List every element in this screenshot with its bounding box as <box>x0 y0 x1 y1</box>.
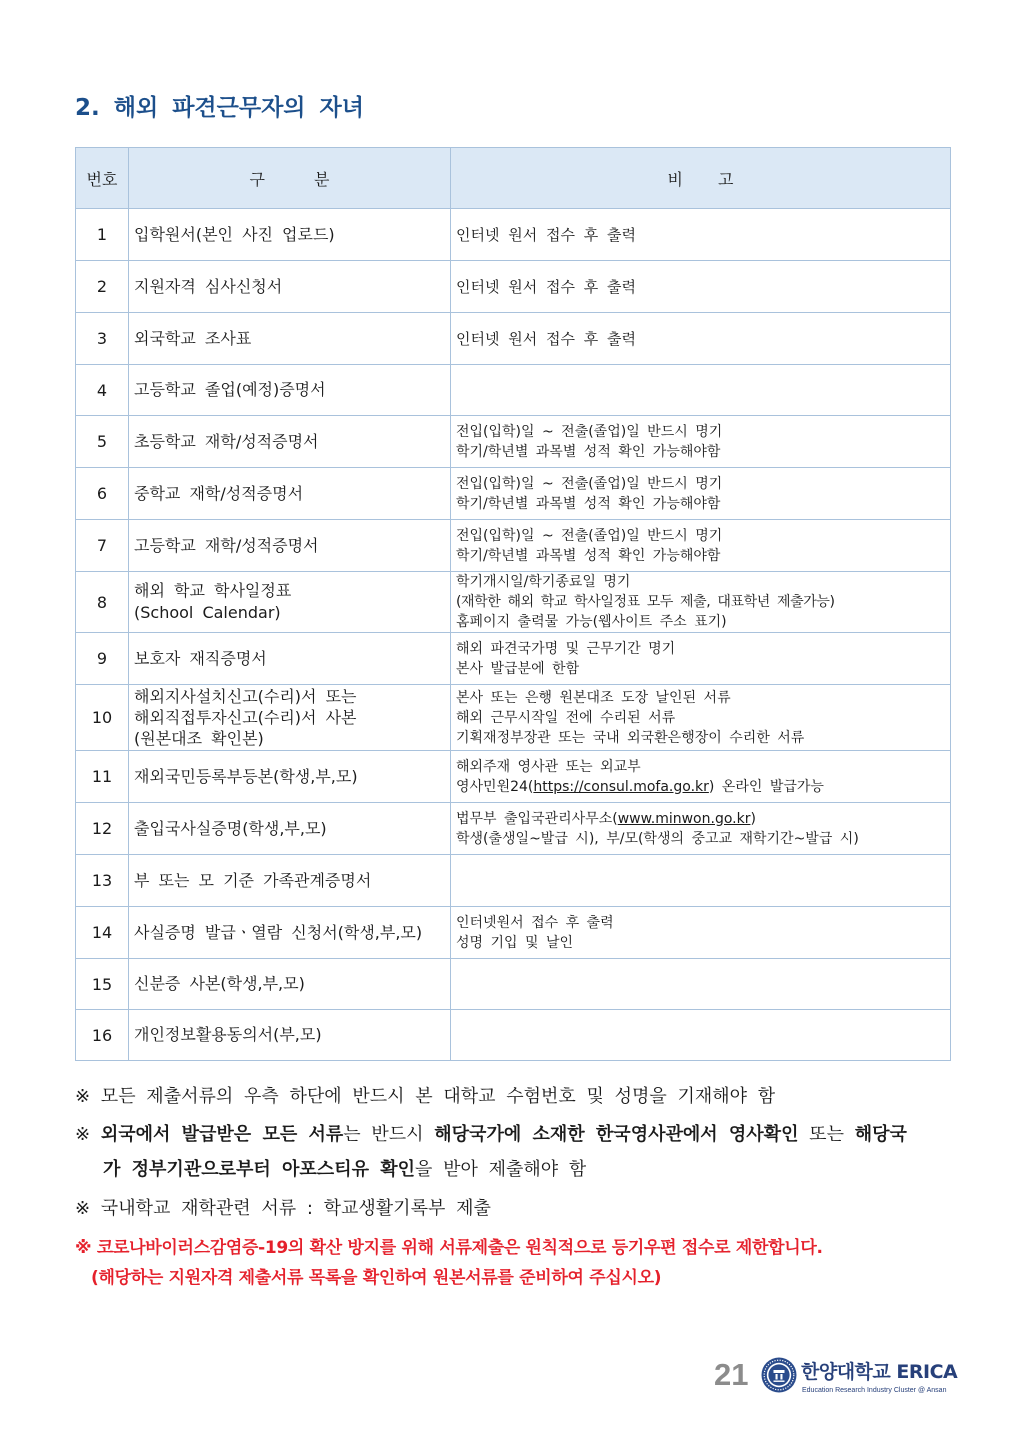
remarks-cell <box>451 468 951 520</box>
remarks-cell <box>451 803 951 855</box>
remark-line: (재학한 해외 학교 학사일정표 모두 제출, 대표학년 제출가능) <box>456 594 835 610</box>
table-row <box>76 365 951 416</box>
table-row <box>76 855 951 907</box>
document-name-cell <box>129 520 451 572</box>
remark-line: 본사 또는 은행 원본대조 도장 날인된 서류 <box>456 689 731 706</box>
table-row <box>76 520 951 572</box>
document-name-line: 지원자격 심사신청서 <box>134 276 283 296</box>
table-row <box>76 572 951 633</box>
row-number: 12 <box>76 803 129 855</box>
table-row <box>76 261 951 313</box>
table-row <box>76 907 951 959</box>
document-name-cell <box>129 907 451 959</box>
covid-warning-line-2: (해당하는 지원자격 제출서류 목록을 확인하여 원본서류를 준비하여 주십시오) <box>91 1268 662 1288</box>
row-number: 15 <box>76 959 129 1010</box>
document-name-line: 고등학교 졸업(예정)증명서 <box>134 380 326 399</box>
document-name-line: (원본대조 확인본) <box>134 729 264 748</box>
document-name-cell <box>129 803 451 855</box>
section-title: 2. 해외 파견근무자의 자녀 <box>75 95 364 121</box>
row-number: 2 <box>76 261 129 313</box>
document-name-cell <box>129 855 451 907</box>
header-item: 구 분 <box>129 148 451 209</box>
remarks-cell <box>451 633 951 685</box>
row-number: 11 <box>76 751 129 803</box>
document-name-line: 부 또는 모 기준 가족관계증명서 <box>134 870 372 890</box>
remarks-cell <box>451 313 951 365</box>
header-no: 번호 <box>76 148 129 209</box>
table-row <box>76 751 951 803</box>
table-row <box>76 685 951 751</box>
remark-line: 학기/학년별 과목별 성적 확인 가능해야함 <box>456 547 721 564</box>
row-number: 7 <box>76 520 129 572</box>
document-name-line: 외국학교 조사표 <box>134 328 252 348</box>
consul-mofa-link[interactable]: https://consul.mofa.go.kr <box>533 778 709 795</box>
remark-line <box>456 809 945 829</box>
table-row <box>76 803 951 855</box>
remarks-cell <box>451 855 951 907</box>
table-row <box>76 209 951 261</box>
remark-line: 학생(출생일~발급 시), 부/모(학생의 중고교 재학기간~발급 시) <box>456 830 859 847</box>
document-name-line: 출입국사실증명(학생,부,모) <box>134 818 327 838</box>
remark-text: ) <box>750 810 756 827</box>
documents-table <box>75 147 951 1061</box>
document-name-cell <box>129 261 451 313</box>
document-name-line: 초등학교 재학/성적증명서 <box>134 431 319 451</box>
row-number: 4 <box>76 365 129 416</box>
remark-line: 전입(입학)일 ~ 전출(졸업)일 반드시 명기 <box>456 475 723 492</box>
document-name-line: 신분증 사본(학생,부,모) <box>134 974 305 993</box>
remarks-cell <box>451 685 951 751</box>
note-verification-line-1 <box>75 1123 907 1147</box>
table-row <box>76 313 951 365</box>
covid-warning-line-1: ※ 코로나바이러스감염증-19의 확산 방지를 위해 서류제출은 원칙적으로 등기우편 접수로 제한합니다. <box>75 1238 823 1258</box>
remark-line <box>456 777 945 797</box>
table-row <box>76 1010 951 1061</box>
note-text: ※ <box>75 1124 101 1145</box>
note-text: 을 받아 제출해야 함 <box>415 1159 587 1180</box>
row-number: 14 <box>76 907 129 959</box>
remark-line: 학기/학년별 과목별 성적 확인 가능해야함 <box>456 495 721 512</box>
row-number: 1 <box>76 209 129 261</box>
document-name-line: 해외직접투자신고(수리)서 사본 <box>134 708 357 727</box>
minwon-link[interactable]: www.minwon.go.kr <box>617 810 751 827</box>
document-name-cell <box>129 751 451 803</box>
remarks-cell <box>451 365 951 416</box>
remark-line: 홈페이지 출력물 가능(웹사이트 주소 표기) <box>456 614 727 630</box>
table-row <box>76 959 951 1010</box>
remark-line: 전입(입학)일 ~ 전출(졸업)일 반드시 명기 <box>456 423 723 440</box>
table-row <box>76 633 951 685</box>
remark-line: 인터넷 원서 접수 후 출력 <box>456 329 636 348</box>
remark-line: 해외주재 영사관 또는 외교부 <box>456 758 641 775</box>
remark-line: 기획재정부장관 또는 국내 외국환은행장이 수리한 서류 <box>456 729 805 746</box>
remarks-cell <box>451 572 951 633</box>
remarks-cell <box>451 520 951 572</box>
document-name-cell <box>129 1010 451 1061</box>
row-number: 13 <box>76 855 129 907</box>
remarks-cell <box>451 751 951 803</box>
university-brand: 한양대학교 ERICA <box>801 1361 958 1383</box>
remark-line: 학기개시일/학기종료일 명기 <box>456 574 631 590</box>
document-name-line: 개인정보활용동의서(부,모) <box>134 1025 322 1044</box>
remarks-cell <box>451 209 951 261</box>
remark-line: 전입(입학)일 ~ 전출(졸업)일 반드시 명기 <box>456 527 723 544</box>
document-name-cell <box>129 685 451 751</box>
document-name-cell <box>129 416 451 468</box>
table-header-row <box>76 148 951 209</box>
note-emphasis: 해당국가에 소재한 한국영사관에서 영사확인 <box>434 1124 799 1145</box>
document-name-line: 입학원서(본인 사진 업로드) <box>134 224 335 244</box>
row-number: 8 <box>76 572 129 633</box>
document-name-cell <box>129 468 451 520</box>
remark-line: 인터넷원서 접수 후 출력 <box>456 914 614 931</box>
remark-line: 학기/학년별 과목별 성적 확인 가능해야함 <box>456 443 721 460</box>
document-name-line: 중학교 재학/성적증명서 <box>134 483 304 503</box>
table-row <box>76 416 951 468</box>
remark-line: 해외 근무시작일 전에 수리된 서류 <box>456 709 676 726</box>
note-domestic: ※ 국내학교 재학관련 서류 : 학교생활기록부 제출 <box>75 1198 491 1219</box>
document-name-cell <box>129 633 451 685</box>
document-name-line: 보호자 재직증명서 <box>134 648 267 668</box>
note-emphasis: 외국에서 발급받은 모든 서류 <box>100 1124 344 1145</box>
remarks-cell <box>451 907 951 959</box>
document-name-cell <box>129 572 451 633</box>
note-emphasis: 해당국 <box>854 1124 907 1145</box>
document-name-cell <box>129 209 451 261</box>
remark-line: 해외 파견국가명 및 근무기간 명기 <box>456 640 676 657</box>
remarks-cell <box>451 959 951 1010</box>
page-number: 21 <box>714 1357 749 1392</box>
remarks-cell <box>451 261 951 313</box>
document-name-line: 고등학교 재학/성적증명서 <box>134 535 319 555</box>
row-number: 10 <box>76 685 129 751</box>
document-name-cell <box>129 365 451 416</box>
note-text: 또는 <box>798 1124 855 1145</box>
document-name-cell <box>129 313 451 365</box>
university-tagline: Education Research Industry Cluster @ Ansan <box>802 1387 947 1394</box>
document-name-line: (School Calendar) <box>134 603 281 622</box>
remark-line: 성명 기입 및 날인 <box>456 934 574 951</box>
remark-text: 법무부 출입국관리사무소( <box>456 810 618 827</box>
row-number: 16 <box>76 1010 129 1061</box>
hanyang-emblem-icon <box>761 1357 797 1393</box>
remark-line: 본사 발급분에 한함 <box>456 660 580 677</box>
row-number: 9 <box>76 633 129 685</box>
remark-text: 영사민원24( <box>456 778 534 795</box>
document-name-cell <box>129 959 451 1010</box>
note-emphasis: 가 정부기관으로부터 아포스티유 확인 <box>103 1159 416 1180</box>
note-verification-line-2 <box>103 1158 586 1182</box>
note-text: 는 반드시 <box>343 1124 435 1145</box>
document-name-line: 사실증명 발급ㆍ열람 신청서(학생,부,모) <box>134 922 423 942</box>
document-name-line: 해외지사설치신고(수리)서 또는 <box>134 687 357 706</box>
remark-line: 인터넷 원서 접수 후 출력 <box>456 277 636 296</box>
remark-text: ) 온라인 발급가능 <box>708 778 824 795</box>
remarks-cell <box>451 416 951 468</box>
document-name-line: 재외국민등록부등본(학생,부,모) <box>134 766 358 786</box>
row-number: 3 <box>76 313 129 365</box>
row-number: 6 <box>76 468 129 520</box>
row-number: 5 <box>76 416 129 468</box>
remark-line: 인터넷 원서 접수 후 출력 <box>456 225 636 244</box>
header-note: 비 고 <box>451 148 951 209</box>
document-name-line: 해외 학교 학사일정표 <box>134 581 292 600</box>
remarks-cell <box>451 1010 951 1061</box>
note-submission: ※ 모든 제출서류의 우측 하단에 반드시 본 대학교 수험번호 및 성명을 기재해야 함 <box>75 1086 776 1107</box>
table-row <box>76 468 951 520</box>
